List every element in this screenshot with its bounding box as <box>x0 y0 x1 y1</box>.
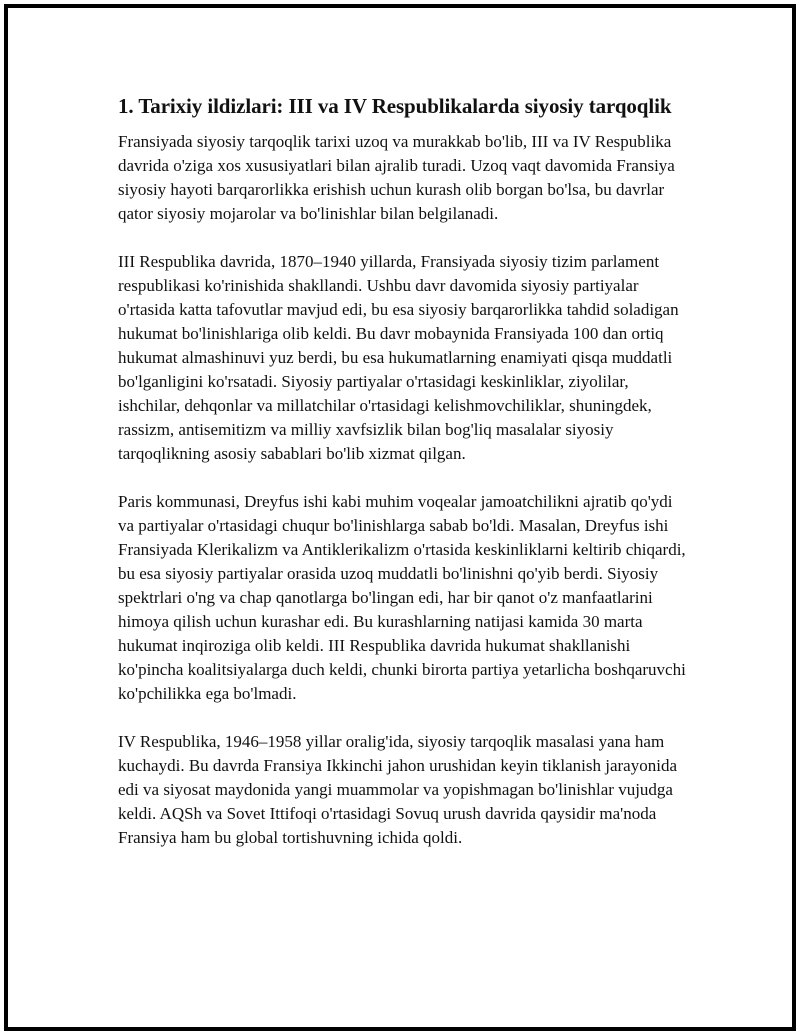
paragraph-1: Fransiyada siyosiy tarqoqlik tarixi uzoq va murakkab bo'lib, III va IV Respublika davrida o'ziga xos xususiyatlari bilan ajralib turadi. Uzoq vaqt davomida Fransiya siyosiy hayoti barqarorlikka erishish uchun kurash olib borgan bo'lsa, bu davrlar qator siyosiy mojarolar va bo'linishlar bilan belgilanadi. <box>118 132 675 223</box>
section-heading: 1. Tarixiy ildizlari: III va IV Respublikalarda siyosiy tarqoqlik <box>118 94 672 118</box>
paragraph-3: Paris kommunasi, Dreyfus ishi kabi muhim voqealar jamoatchilikni ajratib qo'ydi va partiyalar o'rtasidagi chuqur bo'linishlarga sabab bo'ldi. Masalan, Dreyfus ishi Fransiyada Klerikalizm va Antiklerikalizm o'rtasida keskinliklarni keltirib chiqardi, bu esa siyosiy partiyalar orasida uzoq muddatli bo'linishni qo'yib berdi. Siyosiy spektrlari o'ng va chap qanotlarga bo'lingan edi, har bir qanot o'z manfaatlarini himoya qilish uchun kurashar edi. Bu kurashlarning natijasi kamida 30 marta hukumat inqiroziga olib keldi. III Respublika davrida hukumat shakllanishi ko'pincha koalitsiyalarga duch keldi, chunki birorta partiya yetarlicha boshqaruvchi ko'pchilikka ega bo'lmadi. <box>118 492 686 703</box>
paragraph-4: IV Respublika, 1946–1958 yillar oralig'ida, siyosiy tarqoqlik masalasi yana ham kuchaydi. Bu davrda Fransiya Ikkinchi jahon urushidan keyin tiklanish jarayonida edi va siyosat maydonida yangi muammolar va yopishmagan bo'linishlar vujudga keldi. AQSh va Sovet Ittifoqi o'rtasidagi Sovuq urush davrida qaysidir ma'noda Fransiya ham bu global tortishuvning ichida qoldi. <box>118 732 677 847</box>
paragraph-2: III Respublika davrida, 1870–1940 yillarda, Fransiyada siyosiy tizim parlament respublikasi ko'rinishida shakllandi. Ushbu davr davomida siyosiy partiyalar o'rtasida katta tafovutlar mavjud edi, bu esa siyosiy barqarorlikka tahdid soladigan hukumat bo'linishlariga olib keldi. Bu davr mobaynida Fransiyada 100 dan ortiq hukumat almashinuvi yuz berdi, bu esa hukumatlarning enamiyati qisqa muddatli bo'lganligini ko'rsatadi. Siyosiy partiyalar o'rtasidagi keskinliklar, ziyolilar, ishchilar, dehqonlar va millatchilar o'rtasidagi kelishmovchiliklar, shuningdek, rassizm, antisemitizm va milliy xavfsizlik bilan bog'liq masalalar siyosiy tarqoqlikning asosiy sabablari bo'lib xizmat qilgan. <box>118 252 679 463</box>
document-body <box>118 92 688 874</box>
